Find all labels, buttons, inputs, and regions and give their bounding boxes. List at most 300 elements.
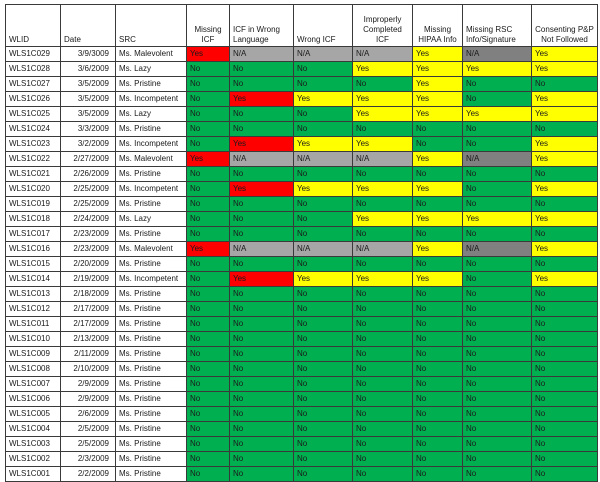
cell-flag[interactable]: No (413, 287, 463, 302)
cell-flag[interactable]: No (187, 107, 230, 122)
cell-src[interactable]: Ms. Pristine (116, 257, 187, 272)
cell-src[interactable]: Ms. Pristine (116, 407, 187, 422)
cell-flag[interactable]: No (230, 407, 294, 422)
cell-flag[interactable]: No (294, 257, 353, 272)
cell-flag[interactable]: No (187, 422, 230, 437)
cell-flag[interactable]: N/A (294, 152, 353, 167)
cell-flag[interactable]: Yes (463, 62, 532, 77)
cell-flag[interactable]: No (463, 332, 532, 347)
cell-wlid[interactable]: WLS1C010 (6, 332, 61, 347)
cell-flag[interactable]: No (230, 437, 294, 452)
cell-wlid[interactable]: WLS1C019 (6, 197, 61, 212)
cell-src[interactable]: Ms. Pristine (116, 77, 187, 92)
cell-date[interactable]: 2/23/2009 (61, 227, 116, 242)
cell-flag[interactable]: No (230, 257, 294, 272)
cell-flag[interactable]: No (532, 467, 598, 482)
cell-date[interactable]: 2/24/2009 (61, 212, 116, 227)
cell-wlid[interactable]: WLS1C015 (6, 257, 61, 272)
cell-flag[interactable]: No (230, 107, 294, 122)
cell-flag[interactable]: Yes (532, 152, 598, 167)
cell-flag[interactable]: No (230, 77, 294, 92)
cell-flag[interactable]: No (463, 227, 532, 242)
cell-flag[interactable]: Yes (413, 92, 463, 107)
cell-flag[interactable]: N/A (230, 47, 294, 62)
cell-flag[interactable]: No (532, 377, 598, 392)
cell-date[interactable]: 3/5/2009 (61, 107, 116, 122)
cell-flag[interactable]: Yes (353, 137, 413, 152)
cell-flag[interactable]: No (294, 107, 353, 122)
cell-flag[interactable]: No (532, 197, 598, 212)
cell-flag[interactable]: Yes (353, 182, 413, 197)
cell-wlid[interactable]: WLS1C024 (6, 122, 61, 137)
cell-flag[interactable]: No (353, 437, 413, 452)
cell-flag[interactable]: No (463, 437, 532, 452)
cell-flag[interactable]: No (413, 377, 463, 392)
cell-flag[interactable]: No (463, 422, 532, 437)
cell-date[interactable]: 2/27/2009 (61, 152, 116, 167)
column-header-improperly-completed-icf[interactable]: Improperly Completed ICF (353, 5, 413, 47)
cell-wlid[interactable]: WLS1C026 (6, 92, 61, 107)
cell-date[interactable]: 2/10/2009 (61, 362, 116, 377)
cell-flag[interactable]: Yes (230, 272, 294, 287)
cell-flag[interactable]: No (230, 392, 294, 407)
cell-flag[interactable]: No (230, 197, 294, 212)
cell-flag[interactable]: No (463, 317, 532, 332)
cell-flag[interactable]: No (230, 452, 294, 467)
cell-wlid[interactable]: WLS1C017 (6, 227, 61, 242)
cell-wlid[interactable]: WLS1C027 (6, 77, 61, 92)
cell-flag[interactable]: No (413, 197, 463, 212)
cell-src[interactable]: Ms. Pristine (116, 317, 187, 332)
cell-wlid[interactable]: WLS1C018 (6, 212, 61, 227)
cell-date[interactable]: 2/17/2009 (61, 317, 116, 332)
cell-date[interactable]: 3/6/2009 (61, 62, 116, 77)
cell-flag[interactable]: No (532, 227, 598, 242)
cell-src[interactable]: Ms. Pristine (116, 347, 187, 362)
cell-flag[interactable]: Yes (353, 212, 413, 227)
cell-flag[interactable]: No (463, 182, 532, 197)
cell-flag[interactable]: No (294, 62, 353, 77)
cell-flag[interactable]: Yes (353, 107, 413, 122)
cell-flag[interactable]: No (187, 437, 230, 452)
cell-flag[interactable]: Yes (187, 152, 230, 167)
cell-src[interactable]: Ms. Pristine (116, 422, 187, 437)
cell-date[interactable]: 2/6/2009 (61, 407, 116, 422)
cell-flag[interactable]: Yes (532, 137, 598, 152)
cell-flag[interactable]: No (294, 122, 353, 137)
cell-flag[interactable]: No (294, 287, 353, 302)
cell-flag[interactable]: No (353, 167, 413, 182)
column-header-date[interactable]: Date (61, 5, 116, 47)
cell-flag[interactable]: No (463, 407, 532, 422)
cell-src[interactable]: Ms. Pristine (116, 287, 187, 302)
cell-flag[interactable]: No (187, 362, 230, 377)
column-header-wlid[interactable]: WLID (6, 5, 61, 47)
cell-flag[interactable]: No (230, 167, 294, 182)
cell-flag[interactable]: No (187, 347, 230, 362)
cell-flag[interactable]: Yes (294, 182, 353, 197)
cell-src[interactable]: Ms. Lazy (116, 212, 187, 227)
cell-flag[interactable]: No (463, 377, 532, 392)
cell-flag[interactable]: No (413, 227, 463, 242)
cell-flag[interactable]: N/A (463, 152, 532, 167)
cell-flag[interactable]: Yes (532, 272, 598, 287)
cell-flag[interactable]: No (532, 392, 598, 407)
cell-flag[interactable]: No (413, 257, 463, 272)
cell-flag[interactable]: No (353, 467, 413, 482)
cell-date[interactable]: 2/5/2009 (61, 437, 116, 452)
cell-flag[interactable]: No (294, 212, 353, 227)
cell-flag[interactable]: No (353, 122, 413, 137)
cell-flag[interactable]: No (532, 77, 598, 92)
cell-flag[interactable]: N/A (463, 242, 532, 257)
cell-wlid[interactable]: WLS1C020 (6, 182, 61, 197)
cell-wlid[interactable]: WLS1C001 (6, 467, 61, 482)
cell-flag[interactable]: No (230, 212, 294, 227)
cell-wlid[interactable]: WLS1C028 (6, 62, 61, 77)
cell-wlid[interactable]: WLS1C023 (6, 137, 61, 152)
cell-date[interactable]: 2/5/2009 (61, 422, 116, 437)
cell-flag[interactable]: No (532, 302, 598, 317)
cell-flag[interactable]: Yes (413, 77, 463, 92)
cell-flag[interactable]: No (413, 407, 463, 422)
cell-flag[interactable]: No (463, 362, 532, 377)
cell-src[interactable]: Ms. Pristine (116, 332, 187, 347)
cell-flag[interactable]: N/A (294, 47, 353, 62)
cell-flag[interactable]: No (187, 287, 230, 302)
cell-flag[interactable]: Yes (413, 182, 463, 197)
cell-src[interactable]: Ms. Pristine (116, 167, 187, 182)
cell-flag[interactable]: No (463, 467, 532, 482)
cell-flag[interactable]: No (532, 332, 598, 347)
cell-flag[interactable]: No (413, 122, 463, 137)
cell-src[interactable]: Ms. Pristine (116, 362, 187, 377)
cell-flag[interactable]: No (532, 287, 598, 302)
cell-flag[interactable]: No (294, 197, 353, 212)
cell-flag[interactable]: No (230, 362, 294, 377)
cell-flag[interactable]: No (294, 347, 353, 362)
cell-src[interactable]: Ms. Malevolent (116, 242, 187, 257)
cell-flag[interactable]: No (187, 227, 230, 242)
cell-flag[interactable]: No (230, 287, 294, 302)
cell-flag[interactable]: N/A (353, 47, 413, 62)
cell-date[interactable]: 2/20/2009 (61, 257, 116, 272)
cell-flag[interactable]: No (187, 212, 230, 227)
cell-src[interactable]: Ms. Pristine (116, 227, 187, 242)
cell-flag[interactable]: No (294, 377, 353, 392)
cell-flag[interactable]: N/A (353, 242, 413, 257)
cell-flag[interactable]: No (187, 317, 230, 332)
cell-flag[interactable]: No (187, 392, 230, 407)
cell-flag[interactable]: No (230, 302, 294, 317)
cell-flag[interactable]: Yes (532, 212, 598, 227)
cell-flag[interactable]: Yes (230, 92, 294, 107)
cell-flag[interactable]: No (187, 257, 230, 272)
cell-date[interactable]: 2/25/2009 (61, 197, 116, 212)
cell-flag[interactable]: No (230, 332, 294, 347)
cell-flag[interactable]: No (187, 182, 230, 197)
cell-flag[interactable]: No (532, 317, 598, 332)
cell-date[interactable]: 2/23/2009 (61, 242, 116, 257)
cell-flag[interactable]: No (413, 137, 463, 152)
cell-flag[interactable]: No (187, 122, 230, 137)
cell-flag[interactable]: Yes (532, 182, 598, 197)
cell-flag[interactable]: No (463, 392, 532, 407)
cell-date[interactable]: 2/19/2009 (61, 272, 116, 287)
cell-date[interactable]: 2/9/2009 (61, 392, 116, 407)
cell-flag[interactable]: Yes (294, 92, 353, 107)
cell-flag[interactable]: Yes (532, 47, 598, 62)
cell-flag[interactable]: No (187, 272, 230, 287)
cell-flag[interactable]: No (413, 332, 463, 347)
cell-wlid[interactable]: WLS1C012 (6, 302, 61, 317)
cell-date[interactable]: 2/25/2009 (61, 182, 116, 197)
cell-src[interactable]: Ms. Pristine (116, 437, 187, 452)
cell-flag[interactable]: No (532, 452, 598, 467)
cell-flag[interactable]: No (353, 287, 413, 302)
cell-date[interactable]: 3/5/2009 (61, 77, 116, 92)
cell-flag[interactable]: No (187, 197, 230, 212)
cell-flag[interactable]: No (413, 437, 463, 452)
cell-wlid[interactable]: WLS1C004 (6, 422, 61, 437)
cell-date[interactable]: 2/17/2009 (61, 302, 116, 317)
column-header-consenting-pp[interactable]: Consenting P&P Not Followed (532, 5, 598, 47)
cell-flag[interactable]: Yes (413, 107, 463, 122)
cell-flag[interactable]: No (230, 62, 294, 77)
cell-date[interactable]: 2/13/2009 (61, 332, 116, 347)
cell-wlid[interactable]: WLS1C007 (6, 377, 61, 392)
cell-wlid[interactable]: WLS1C025 (6, 107, 61, 122)
cell-flag[interactable]: N/A (230, 242, 294, 257)
cell-flag[interactable]: No (353, 317, 413, 332)
cell-flag[interactable]: No (463, 272, 532, 287)
cell-src[interactable]: Ms. Lazy (116, 62, 187, 77)
cell-flag[interactable]: No (413, 452, 463, 467)
cell-flag[interactable]: N/A (294, 242, 353, 257)
cell-flag[interactable]: No (413, 422, 463, 437)
cell-flag[interactable]: Yes (413, 152, 463, 167)
cell-flag[interactable]: No (463, 167, 532, 182)
cell-flag[interactable]: No (294, 362, 353, 377)
cell-flag[interactable]: No (187, 377, 230, 392)
cell-flag[interactable]: Yes (353, 92, 413, 107)
cell-flag[interactable]: No (187, 407, 230, 422)
cell-flag[interactable]: No (187, 167, 230, 182)
cell-flag[interactable]: Yes (413, 47, 463, 62)
cell-flag[interactable]: No (353, 347, 413, 362)
cell-flag[interactable]: No (463, 137, 532, 152)
cell-flag[interactable]: Yes (532, 107, 598, 122)
cell-src[interactable]: Ms. Pristine (116, 197, 187, 212)
cell-flag[interactable]: No (353, 407, 413, 422)
cell-flag[interactable]: No (187, 452, 230, 467)
cell-wlid[interactable]: WLS1C014 (6, 272, 61, 287)
cell-flag[interactable]: No (532, 122, 598, 137)
cell-flag[interactable]: Yes (294, 272, 353, 287)
cell-flag[interactable]: No (294, 422, 353, 437)
column-header-missing-hipaa-info[interactable]: Missing HIPAA Info (413, 5, 463, 47)
cell-src[interactable]: Ms. Incompetent (116, 92, 187, 107)
cell-flag[interactable]: No (463, 302, 532, 317)
cell-flag[interactable]: No (413, 347, 463, 362)
cell-flag[interactable]: No (294, 407, 353, 422)
cell-flag[interactable]: Yes (294, 137, 353, 152)
cell-flag[interactable]: No (294, 467, 353, 482)
cell-flag[interactable]: No (532, 347, 598, 362)
cell-wlid[interactable]: WLS1C008 (6, 362, 61, 377)
cell-flag[interactable]: No (463, 257, 532, 272)
cell-src[interactable]: Ms. Malevolent (116, 152, 187, 167)
cell-flag[interactable]: No (294, 302, 353, 317)
cell-wlid[interactable]: WLS1C016 (6, 242, 61, 257)
cell-wlid[interactable]: WLS1C002 (6, 452, 61, 467)
cell-flag[interactable]: No (532, 422, 598, 437)
cell-wlid[interactable]: WLS1C006 (6, 392, 61, 407)
cell-src[interactable]: Ms. Pristine (116, 467, 187, 482)
cell-flag[interactable]: No (413, 467, 463, 482)
cell-flag[interactable]: Yes (532, 62, 598, 77)
cell-src[interactable]: Ms. Incompetent (116, 137, 187, 152)
column-header-missing-rsc-info[interactable]: Missing RSC Info/Signature (463, 5, 532, 47)
cell-flag[interactable]: N/A (353, 152, 413, 167)
cell-flag[interactable]: No (187, 137, 230, 152)
column-header-icf-wrong-language[interactable]: ICF in Wrong Language (230, 5, 294, 47)
cell-flag[interactable]: No (353, 392, 413, 407)
cell-flag[interactable]: No (353, 362, 413, 377)
cell-flag[interactable]: No (187, 332, 230, 347)
cell-flag[interactable]: No (294, 452, 353, 467)
cell-flag[interactable]: Yes (413, 272, 463, 287)
cell-src[interactable]: Ms. Pristine (116, 392, 187, 407)
cell-flag[interactable]: Yes (413, 242, 463, 257)
cell-flag[interactable]: Yes (532, 92, 598, 107)
column-header-wrong-icf[interactable]: Wrong ICF (294, 5, 353, 47)
column-header-missing-icf[interactable]: Missing ICF (187, 5, 230, 47)
cell-wlid[interactable]: WLS1C003 (6, 437, 61, 452)
cell-flag[interactable]: No (353, 257, 413, 272)
cell-flag[interactable]: No (413, 392, 463, 407)
cell-flag[interactable]: No (463, 347, 532, 362)
cell-flag[interactable]: Yes (353, 62, 413, 77)
cell-flag[interactable]: No (353, 302, 413, 317)
cell-wlid[interactable]: WLS1C013 (6, 287, 61, 302)
cell-wlid[interactable]: WLS1C011 (6, 317, 61, 332)
cell-wlid[interactable]: WLS1C029 (6, 47, 61, 62)
cell-flag[interactable]: No (532, 362, 598, 377)
cell-flag[interactable]: No (413, 362, 463, 377)
cell-date[interactable]: 3/3/2009 (61, 122, 116, 137)
cell-src[interactable]: Ms. Pristine (116, 302, 187, 317)
cell-src[interactable]: Ms. Incompetent (116, 272, 187, 287)
cell-date[interactable]: 3/2/2009 (61, 137, 116, 152)
cell-flag[interactable]: No (294, 77, 353, 92)
cell-src[interactable]: Ms. Pristine (116, 452, 187, 467)
cell-flag[interactable]: No (294, 167, 353, 182)
cell-flag[interactable]: No (413, 317, 463, 332)
cell-flag[interactable]: Yes (413, 212, 463, 227)
cell-flag[interactable]: No (230, 317, 294, 332)
cell-flag[interactable]: Yes (463, 107, 532, 122)
cell-flag[interactable]: No (353, 377, 413, 392)
cell-flag[interactable]: No (230, 422, 294, 437)
cell-src[interactable]: Ms. Lazy (116, 107, 187, 122)
cell-flag[interactable]: No (463, 287, 532, 302)
cell-date[interactable]: 2/3/2009 (61, 452, 116, 467)
cell-flag[interactable]: No (463, 92, 532, 107)
cell-flag[interactable]: N/A (463, 47, 532, 62)
cell-flag[interactable]: No (463, 122, 532, 137)
cell-src[interactable]: Ms. Pristine (116, 377, 187, 392)
cell-flag[interactable]: Yes (230, 137, 294, 152)
cell-flag[interactable]: No (294, 332, 353, 347)
cell-date[interactable]: 2/2/2009 (61, 467, 116, 482)
cell-flag[interactable]: No (187, 77, 230, 92)
cell-flag[interactable]: Yes (463, 212, 532, 227)
cell-date[interactable]: 3/9/3009 (61, 47, 116, 62)
cell-flag[interactable]: No (230, 377, 294, 392)
column-header-src[interactable]: SRC (116, 5, 187, 47)
cell-flag[interactable]: No (230, 122, 294, 137)
cell-flag[interactable]: No (187, 467, 230, 482)
cell-flag[interactable]: No (353, 77, 413, 92)
cell-flag[interactable]: No (294, 437, 353, 452)
cell-flag[interactable]: No (230, 347, 294, 362)
cell-date[interactable]: 2/9/2009 (61, 377, 116, 392)
cell-flag[interactable]: No (294, 317, 353, 332)
cell-flag[interactable]: No (353, 452, 413, 467)
cell-flag[interactable]: No (230, 467, 294, 482)
cell-flag[interactable]: Yes (413, 62, 463, 77)
cell-flag[interactable]: No (532, 167, 598, 182)
cell-date[interactable]: 2/26/2009 (61, 167, 116, 182)
cell-flag[interactable]: No (463, 452, 532, 467)
cell-wlid[interactable]: WLS1C022 (6, 152, 61, 167)
cell-wlid[interactable]: WLS1C005 (6, 407, 61, 422)
cell-flag[interactable]: No (463, 197, 532, 212)
cell-flag[interactable]: No (532, 437, 598, 452)
cell-flag[interactable]: No (353, 197, 413, 212)
cell-date[interactable]: 2/11/2009 (61, 347, 116, 362)
cell-flag[interactable]: Yes (532, 242, 598, 257)
cell-src[interactable]: Ms. Pristine (116, 122, 187, 137)
cell-flag[interactable]: No (353, 332, 413, 347)
cell-flag[interactable]: Yes (353, 272, 413, 287)
cell-date[interactable]: 2/18/2009 (61, 287, 116, 302)
cell-flag[interactable]: No (294, 227, 353, 242)
cell-flag[interactable]: No (294, 392, 353, 407)
cell-wlid[interactable]: WLS1C009 (6, 347, 61, 362)
cell-flag[interactable]: Yes (187, 47, 230, 62)
cell-flag[interactable]: Yes (187, 242, 230, 257)
cell-flag[interactable]: No (463, 77, 532, 92)
cell-date[interactable]: 3/5/2009 (61, 92, 116, 107)
cell-src[interactable]: Ms. Incompetent (116, 182, 187, 197)
cell-flag[interactable]: No (532, 407, 598, 422)
cell-flag[interactable]: No (353, 422, 413, 437)
cell-flag[interactable]: Yes (230, 182, 294, 197)
cell-flag[interactable]: N/A (230, 152, 294, 167)
cell-flag[interactable]: No (187, 62, 230, 77)
cell-flag[interactable]: No (187, 302, 230, 317)
cell-flag[interactable]: No (187, 92, 230, 107)
cell-wlid[interactable]: WLS1C021 (6, 167, 61, 182)
cell-flag[interactable]: No (413, 302, 463, 317)
cell-flag[interactable]: No (532, 257, 598, 272)
cell-flag[interactable]: No (353, 227, 413, 242)
cell-flag[interactable]: No (413, 167, 463, 182)
cell-flag[interactable]: No (230, 227, 294, 242)
cell-src[interactable]: Ms. Malevolent (116, 47, 187, 62)
